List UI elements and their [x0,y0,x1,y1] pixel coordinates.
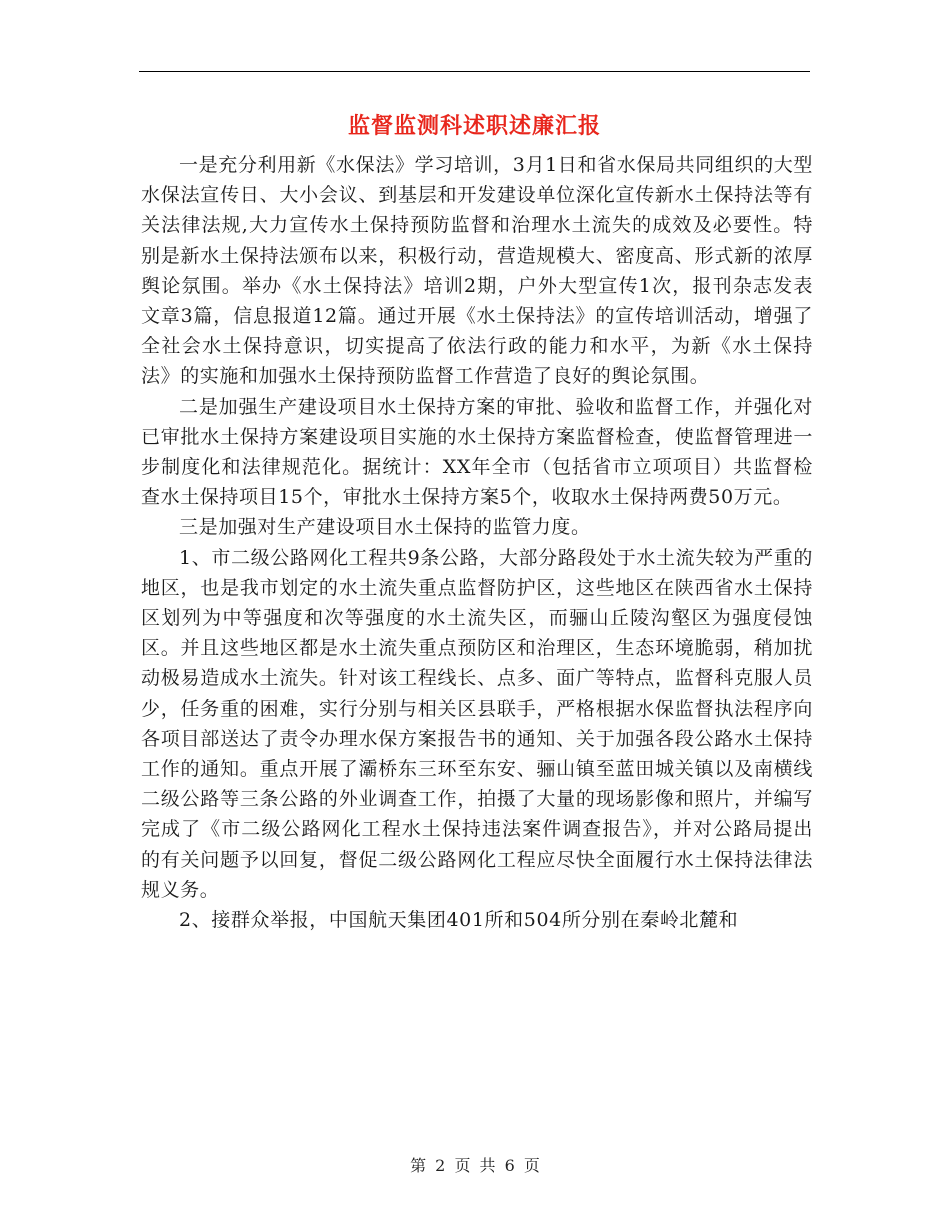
paragraph-4: 1、市二级公路网化工程共9条公路，大部分路段处于水土流失较为严重的地区，也是我市划定的水土流失重点监督防护区，这些地区在陕西省水土保持区划列为中等强度和次等强度的水土流失区，而骊山丘陵沟壑区为强度侵蚀区。并且这些地区都是水土流失重点预防区和治理区，生态环境脆弱，稍加扰动极易造成水土流失。针对该工程线长、点多、面广等特点，监督科克服人员少，任务重的困难，实行分别与相关区县联手，严格根据水保监督执法程序向各项目部送达了责令办理水保方案报告书的通知、关于加强各段公路水土保持工作的通知。重点开展了灞桥东三环至东安、骊山镇至蓝田城关镇以及南横线二级公路等三条公路的外业调查工作，拍摄了大量的现场影像和照片，并编写完成了《市二级公路网化工程水土保持违法案件调查报告》，并对公路局提出的有关问题予以回复，督促二级公路网化工程应尽快全面履行水土保持法律法规义务。 [141,546,813,901]
paragraph-1: 一是充分利用新《水保法》学习培训，3月1日和省水保局共同组织的大型水保法宣传日、大小会议、到基层和开发建设单位深化宣传新水土保持法等有关法律法规,大力宣传水土保持预防监督和治理水土流失的成效及必要性。特别是新水土保持法颁布以来，积极行动，营造规模大、密度高、形式新的浓厚舆论氛围。举办《水土保持法》培训2期，户外大型宣传1次，报刊杂志发表文章3篇，信息报道12篇。通过开展《水土保持法》的宣传培训活动，增强了全社会水土保持意识，切实提高了依法行政的能力和水平，为新《水土保持法》的实施和加强水土保持预防监督工作营造了良好的舆论氛围。 [141,154,813,388]
document-title: 监督监测科述职述廉汇报 [347,113,601,139]
document-body [141,150,813,935]
paragraph-2: 二是加强生产建设项目水土保持方案的审批、验收和监督工作，并强化对已审批水土保持方案建设项目实施的水土保持方案监督检查，使监督管理进一步制度化和法律规范化。据统计：XX年全市（包括省市立项项目）共监督检查水土保持项目15个，审批水土保持方案5个，收取水土保持两费50万元。 [141,395,813,509]
paragraph-5: 2、接群众举报，中国航天集团401所和504所分别在秦岭北麓和 [179,909,739,932]
header-rule [139,71,810,72]
page-number: 第 2 页 共 6 页 [410,1156,540,1175]
paragraph-3: 三是加强对生产建设项目水土保持的监管力度。 [179,516,591,539]
